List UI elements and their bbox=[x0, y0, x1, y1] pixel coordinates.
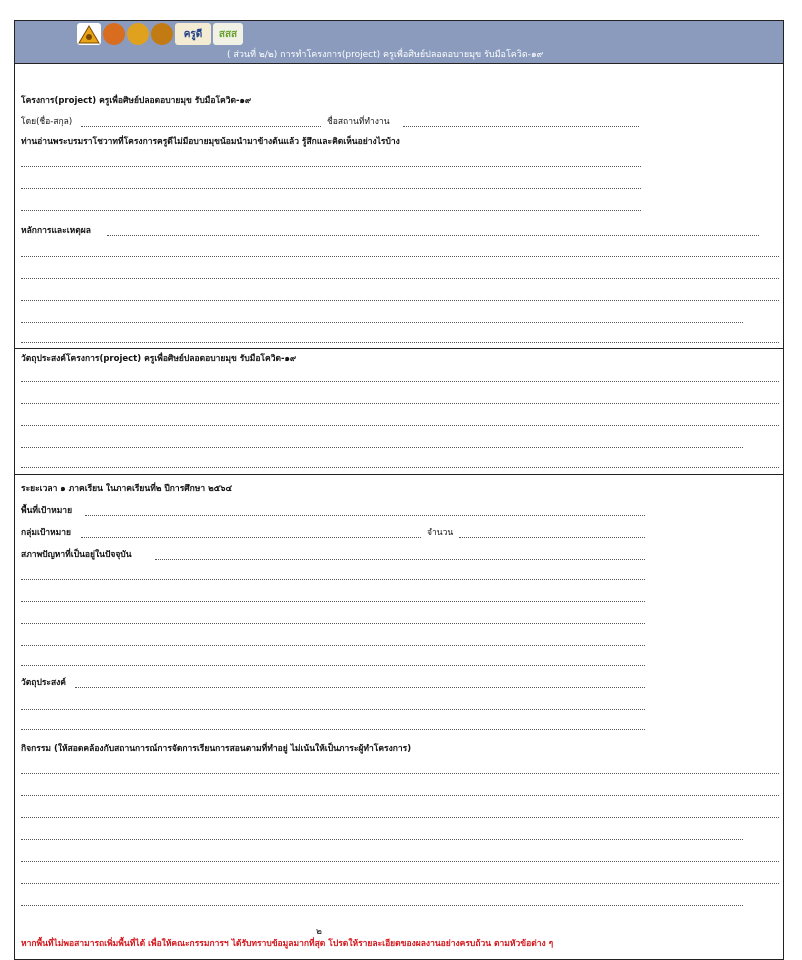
objective-line[interactable] bbox=[21, 403, 779, 404]
count-field[interactable] bbox=[459, 537, 645, 538]
header-title: ( ส่วนที่ ๒/๒) การทำโครงการ(project) ครูเพื่อศิษย์ปลอดอบายมุข รับมือโควิด-๑๙ bbox=[227, 50, 544, 60]
objective-line[interactable] bbox=[21, 467, 779, 468]
problem-label: สภาพปัญหาที่เป็นอยู่ในปัจจุบัน bbox=[21, 550, 132, 560]
circle-logo-2-icon bbox=[127, 23, 149, 45]
page-number: ๒ bbox=[316, 927, 322, 937]
objective-line[interactable] bbox=[21, 729, 645, 730]
principle-label: หลักการและเหตุผล bbox=[21, 226, 91, 236]
count-label: จำนวน bbox=[427, 528, 454, 538]
principle-field[interactable] bbox=[107, 235, 759, 236]
circle-logo-1-icon bbox=[103, 23, 125, 45]
section-plan bbox=[15, 475, 783, 959]
logo-strip bbox=[77, 23, 243, 47]
section-objectives bbox=[15, 349, 783, 475]
reflection-question: ท่านอ่านพระบรมราโชวาทที่โครงการครูดีไม่มีอบายมุขน้อมนำมาข้างต้นแล้ว รู้สึกและคิดเห็นอย่างไรบ้าง bbox=[21, 137, 400, 147]
objective-line[interactable] bbox=[21, 425, 779, 426]
objective-field[interactable] bbox=[75, 687, 645, 688]
problem-line[interactable] bbox=[21, 601, 645, 602]
problem-line[interactable] bbox=[21, 623, 645, 624]
activity-line[interactable] bbox=[21, 883, 779, 884]
problem-line[interactable] bbox=[21, 579, 645, 580]
objective-label: วัตถุประสงค์ bbox=[21, 678, 66, 688]
objective-line[interactable] bbox=[21, 381, 779, 382]
activity-line[interactable] bbox=[21, 839, 743, 840]
activity-line[interactable] bbox=[21, 773, 779, 774]
activity-line[interactable] bbox=[21, 817, 779, 818]
area-label: พื้นที่เป้าหมาย bbox=[21, 506, 73, 516]
principle-line[interactable] bbox=[21, 300, 779, 301]
triangle-logo-icon bbox=[77, 23, 101, 45]
form-page bbox=[14, 20, 784, 960]
krudee-logo: ครูดี bbox=[175, 23, 211, 45]
group-label: กลุ่มเป้าหมาย bbox=[21, 528, 71, 538]
problem-field[interactable] bbox=[155, 559, 645, 560]
group-field[interactable] bbox=[81, 537, 421, 538]
section-project-info bbox=[15, 64, 783, 349]
principle-line[interactable] bbox=[21, 278, 779, 279]
reflection-line[interactable] bbox=[21, 210, 641, 211]
by-label: โดย(ชื่อ-สกุล) bbox=[21, 117, 73, 127]
activity-line[interactable] bbox=[21, 795, 779, 796]
name-field[interactable] bbox=[81, 126, 321, 127]
problem-line[interactable] bbox=[21, 645, 645, 646]
workplace-field[interactable] bbox=[403, 126, 639, 127]
activity-line[interactable] bbox=[21, 905, 743, 906]
duration-text: ระยะเวลา ๑ ภาคเรียน ในภาคเรียนที่๒ ปีการศึกษา ๒๕๖๔ bbox=[21, 484, 233, 494]
form-header bbox=[15, 21, 783, 64]
objective-line[interactable] bbox=[21, 709, 645, 710]
sss-logo: สสส bbox=[213, 23, 243, 45]
objectives-title: วัตถุประสงค์โครงการ(project) ครูเพื่อศิษย์ปลอดอบายมุข รับมือโควิด-๑๙ bbox=[21, 354, 297, 364]
activity-line[interactable] bbox=[21, 861, 779, 862]
circle-logo-3-icon bbox=[151, 23, 173, 45]
workplace-label: ชื่อสถานที่ทำงาน bbox=[327, 117, 390, 127]
reflection-line[interactable] bbox=[21, 188, 641, 189]
space-note: หากพื้นที่ไม่พอสามารถเพิ่มพื้นที่ได้ เพื่อให้คณะกรรมการฯ ได้รับทราบข้อมูลมากที่สุด โปรดให้รายละเอียดของผลงานอย่างครบถ้วน ตามหัวข้อต่าง ๆ bbox=[21, 939, 554, 949]
activity-label: กิจกรรม (ให้สอดคล้องกับสถานการณ์การจัดการเรียนการสอนตามที่ทำอยู่ ไม่เน้นให้เป็นภาระผู้ทำโครงการ) bbox=[21, 744, 412, 754]
project-title: โครงการ(project) ครูเพื่อศิษย์ปลอดอบายมุข รับมือโควิด-๑๙ bbox=[21, 96, 252, 106]
problem-line[interactable] bbox=[21, 665, 645, 666]
reflection-line[interactable] bbox=[21, 166, 641, 167]
area-field[interactable] bbox=[85, 515, 645, 516]
principle-line[interactable] bbox=[21, 256, 779, 257]
principle-line[interactable] bbox=[21, 342, 779, 343]
principle-line[interactable] bbox=[21, 322, 743, 323]
objective-line[interactable] bbox=[21, 447, 743, 448]
